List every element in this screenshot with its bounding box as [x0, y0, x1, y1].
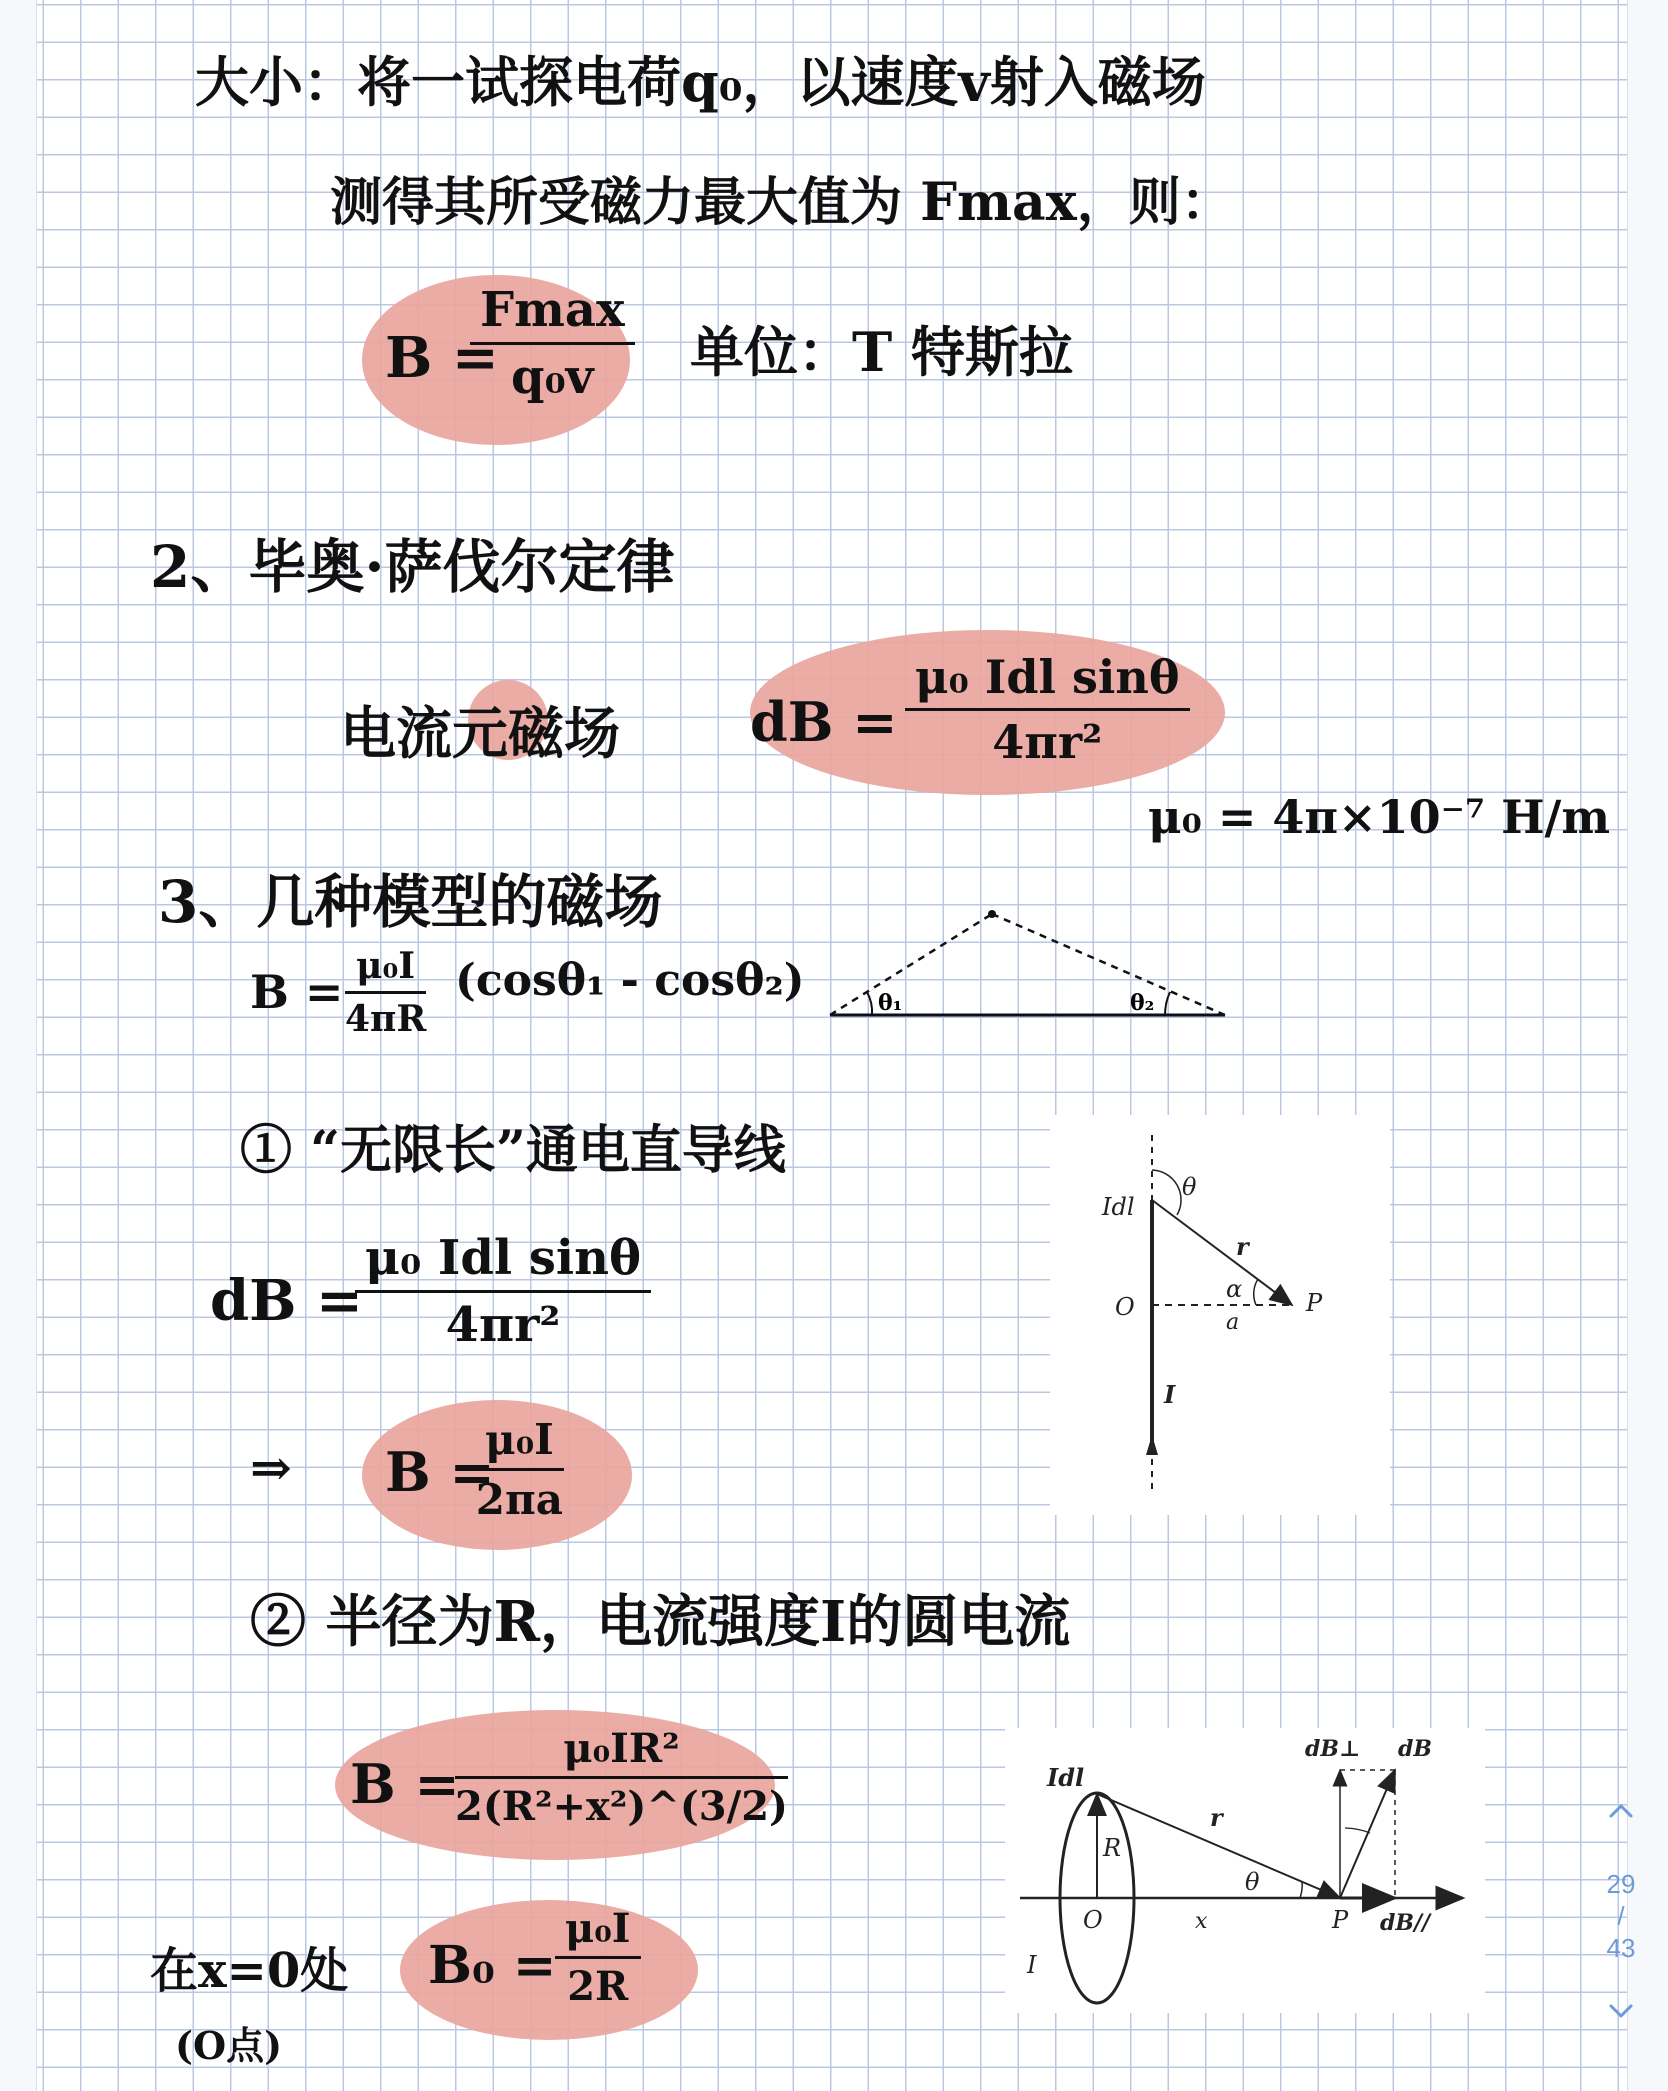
eq-b-denominator: q₀v [511, 349, 594, 405]
o-point-label: (O点) [175, 2023, 283, 2068]
fig2-bigr-label: R [1103, 1834, 1122, 1862]
current-page-number: 29 [1606, 1869, 1636, 1899]
triangle-theta2-label: θ₂ [1130, 990, 1155, 1016]
eq-db-lhs: dB = [750, 690, 898, 754]
triangle-sketch [820, 900, 1240, 1030]
eq-b-fraction [470, 282, 635, 405]
fig2-dbpar-label: dB// [1380, 1910, 1431, 1936]
eq-b6-lhs: B₀ = [428, 1935, 557, 1996]
item-1-title: ① “无限长”通电直导线 [240, 1120, 786, 1181]
eq-db2-denominator: 4πr² [445, 1297, 561, 1353]
fig2-i-label: I [1027, 1951, 1037, 1979]
page-separator: / [1617, 1901, 1625, 1931]
eq-b5-fraction [455, 1725, 788, 1830]
eq-db-denominator: 4πr² [992, 715, 1103, 769]
figure-circular-current [1005, 1728, 1485, 2013]
fig1-i-label: I [1164, 1380, 1176, 1409]
figure-straight-wire [1050, 1115, 1390, 1515]
fig1-idl-label: Idl [1102, 1193, 1135, 1221]
eq-b3-denominator: 4πR [345, 998, 427, 1040]
section-2-title: 2、毕奥·萨伐尔定律 [150, 533, 675, 601]
page-navigator [1596, 1794, 1646, 2034]
eq-b3-fraction [345, 945, 426, 1040]
fig2-x-label: x [1195, 1909, 1208, 1934]
section-3-title: 3、几种模型的磁场 [158, 868, 663, 936]
unit-label: 单位：T 特斯拉 [690, 320, 1073, 384]
item-2-title: ② 半径为R，电流强度I的圆电流 [250, 1589, 1071, 1655]
right-margin [1627, 0, 1668, 2091]
mu0-value: μ₀ = 4π×10⁻⁷ H/m [1148, 790, 1610, 844]
fig2-p-label: P [1332, 1906, 1349, 1934]
note-line-2: 测得其所受磁力最大值为 Fmax，则： [330, 172, 1233, 233]
fig1-r-label: r [1236, 1232, 1249, 1261]
fig1-p-label: P [1306, 1289, 1323, 1317]
fig1-o-label: O [1115, 1293, 1135, 1321]
fig2-r-label: r [1210, 1803, 1223, 1832]
eq-b6-fraction [555, 1905, 641, 2010]
fig1-alpha-label: α [1226, 1275, 1243, 1303]
eq-b4-fraction [475, 1415, 564, 1524]
total-page-count: 43 [1606, 1933, 1636, 1963]
eq-b4-denominator: 2πa [475, 1475, 563, 1524]
fig2-dbperp-label: dB⊥ [1305, 1736, 1361, 1762]
fig2-theta-label: θ [1245, 1868, 1260, 1896]
eq-b3-lhs: B = [250, 965, 344, 1019]
eq-b4-lhs: B = [385, 1440, 495, 1504]
eq-b4-numerator: μ₀I [475, 1415, 564, 1471]
page-down-button[interactable] [1604, 1994, 1638, 2028]
eq-db2-numerator: μ₀ Idl sinθ [355, 1230, 651, 1293]
eq-b3-numerator: μ₀I [345, 945, 426, 994]
eq-db2-lhs: dB = [210, 1268, 363, 1334]
eq-b-numerator: Fmax [470, 282, 635, 345]
fig2-db-label: dB [1398, 1736, 1432, 1762]
eq-b5-numerator: μ₀IR² [455, 1725, 788, 1779]
eq-db-numerator: μ₀ Idl sinθ [905, 650, 1190, 711]
eq-b5-denominator: 2(R²+x²)^(3/2) [455, 1783, 788, 1830]
fig1-theta-label: θ [1182, 1173, 1197, 1201]
fig2-idl-label: Idl [1047, 1763, 1085, 1792]
page-up-button[interactable] [1604, 1794, 1638, 1828]
fig2-o-label: O [1083, 1906, 1103, 1934]
triangle-theta1-label: θ₁ [878, 990, 903, 1016]
eq-b5-lhs: B = [350, 1752, 460, 1816]
left-margin [0, 0, 37, 2091]
eq-b-lhs: B = [385, 325, 499, 391]
eq-db-fraction [905, 650, 1190, 769]
note-line-1: 大小：将一试探电荷q₀，以速度v射入磁场 [195, 50, 1206, 114]
eq-b3-tail: (cosθ₁ - cosθ₂) [455, 955, 805, 1006]
fig1-a-label: a [1226, 1310, 1240, 1335]
eq-b6-numerator: μ₀I [555, 1905, 641, 1959]
current-element-label: 电流元磁场 [340, 701, 620, 767]
implies-arrow: ⇒ [250, 1438, 292, 1497]
eq-db2-fraction [355, 1230, 651, 1353]
at-x0-label: 在x=0处 [150, 1943, 349, 1999]
eq-b6-denominator: 2R [567, 1963, 629, 2010]
